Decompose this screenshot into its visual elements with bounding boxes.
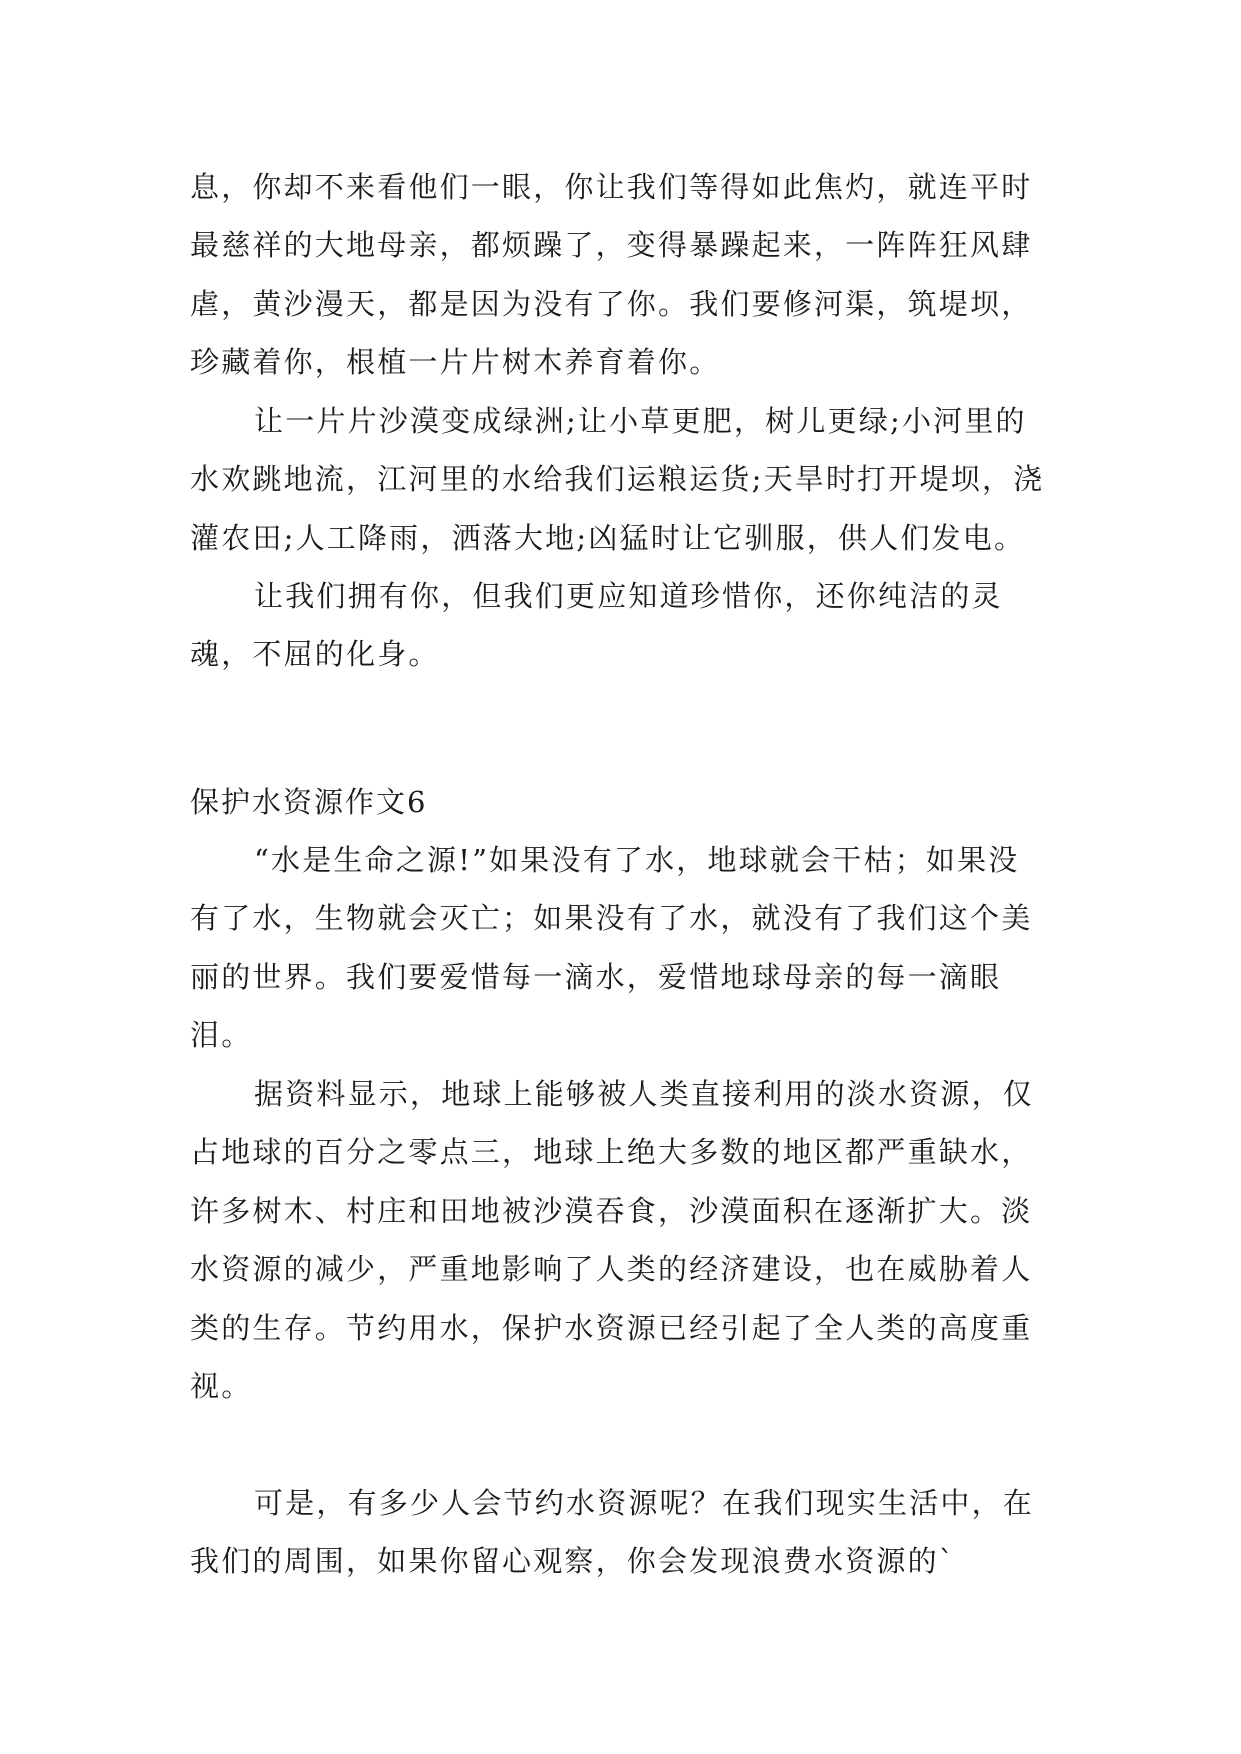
paragraph-waste: 可是，有多少人会节约水资源呢？在我们现实生活中，在我们的周围，如果你留心观察，你会发现浪费水资源的` bbox=[190, 1486, 1035, 1579]
paragraph-oasis: 让一片片沙漠变成绿洲;让小草更肥，树儿更绿;小河里的水欢跳地流，江河里的水给我们运粮运货;天旱时打开堤坝，浇灌农田;人工降雨，洒落大地;凶猛时让它驯服，供人们发电。 bbox=[190, 404, 1045, 555]
paragraph-continued: 息，你却不来看他们一眼，你让我们等得如此焦灼，就连平时最慈祥的大地母亲，都烦躁了，变得暴躁起来，一阵阵狂风肆虐，黄沙漫天，都是因为没有了你。我们要修河渠，筑堤坝，珍藏着你，根植一片片树木养育着你。 bbox=[190, 170, 1033, 380]
section-title: 保护水资源作文6 bbox=[190, 785, 428, 819]
paragraph-cherish: 让我们拥有你，但我们更应知道珍惜你，还你纯洁的灵魂，不屈的化身。 bbox=[190, 579, 1003, 672]
paragraph-statistics: 据资料显示，地球上能够被人类直接利用的淡水资源，仅占地球的百分之零点三，地球上绝大多数的地区都严重缺水，许多树木、村庄和田地被沙漠吞食，沙漠面积在逐渐扩大。淡水资源的减少，严重地影响了人类的经济建设，也在威胁着人类的生存。节约用水，保护水资源已经引起了全人类的高度重视。 bbox=[190, 1077, 1035, 1404]
paragraph-water-source: “水是生命之源!”如果没有了水，地球就会干枯；如果没有了水，生物就会灭亡；如果没有了水，就没有了我们这个美丽的世界。我们要爱惜每一滴水，爱惜地球母亲的每一滴眼泪。 bbox=[190, 843, 1033, 1053]
